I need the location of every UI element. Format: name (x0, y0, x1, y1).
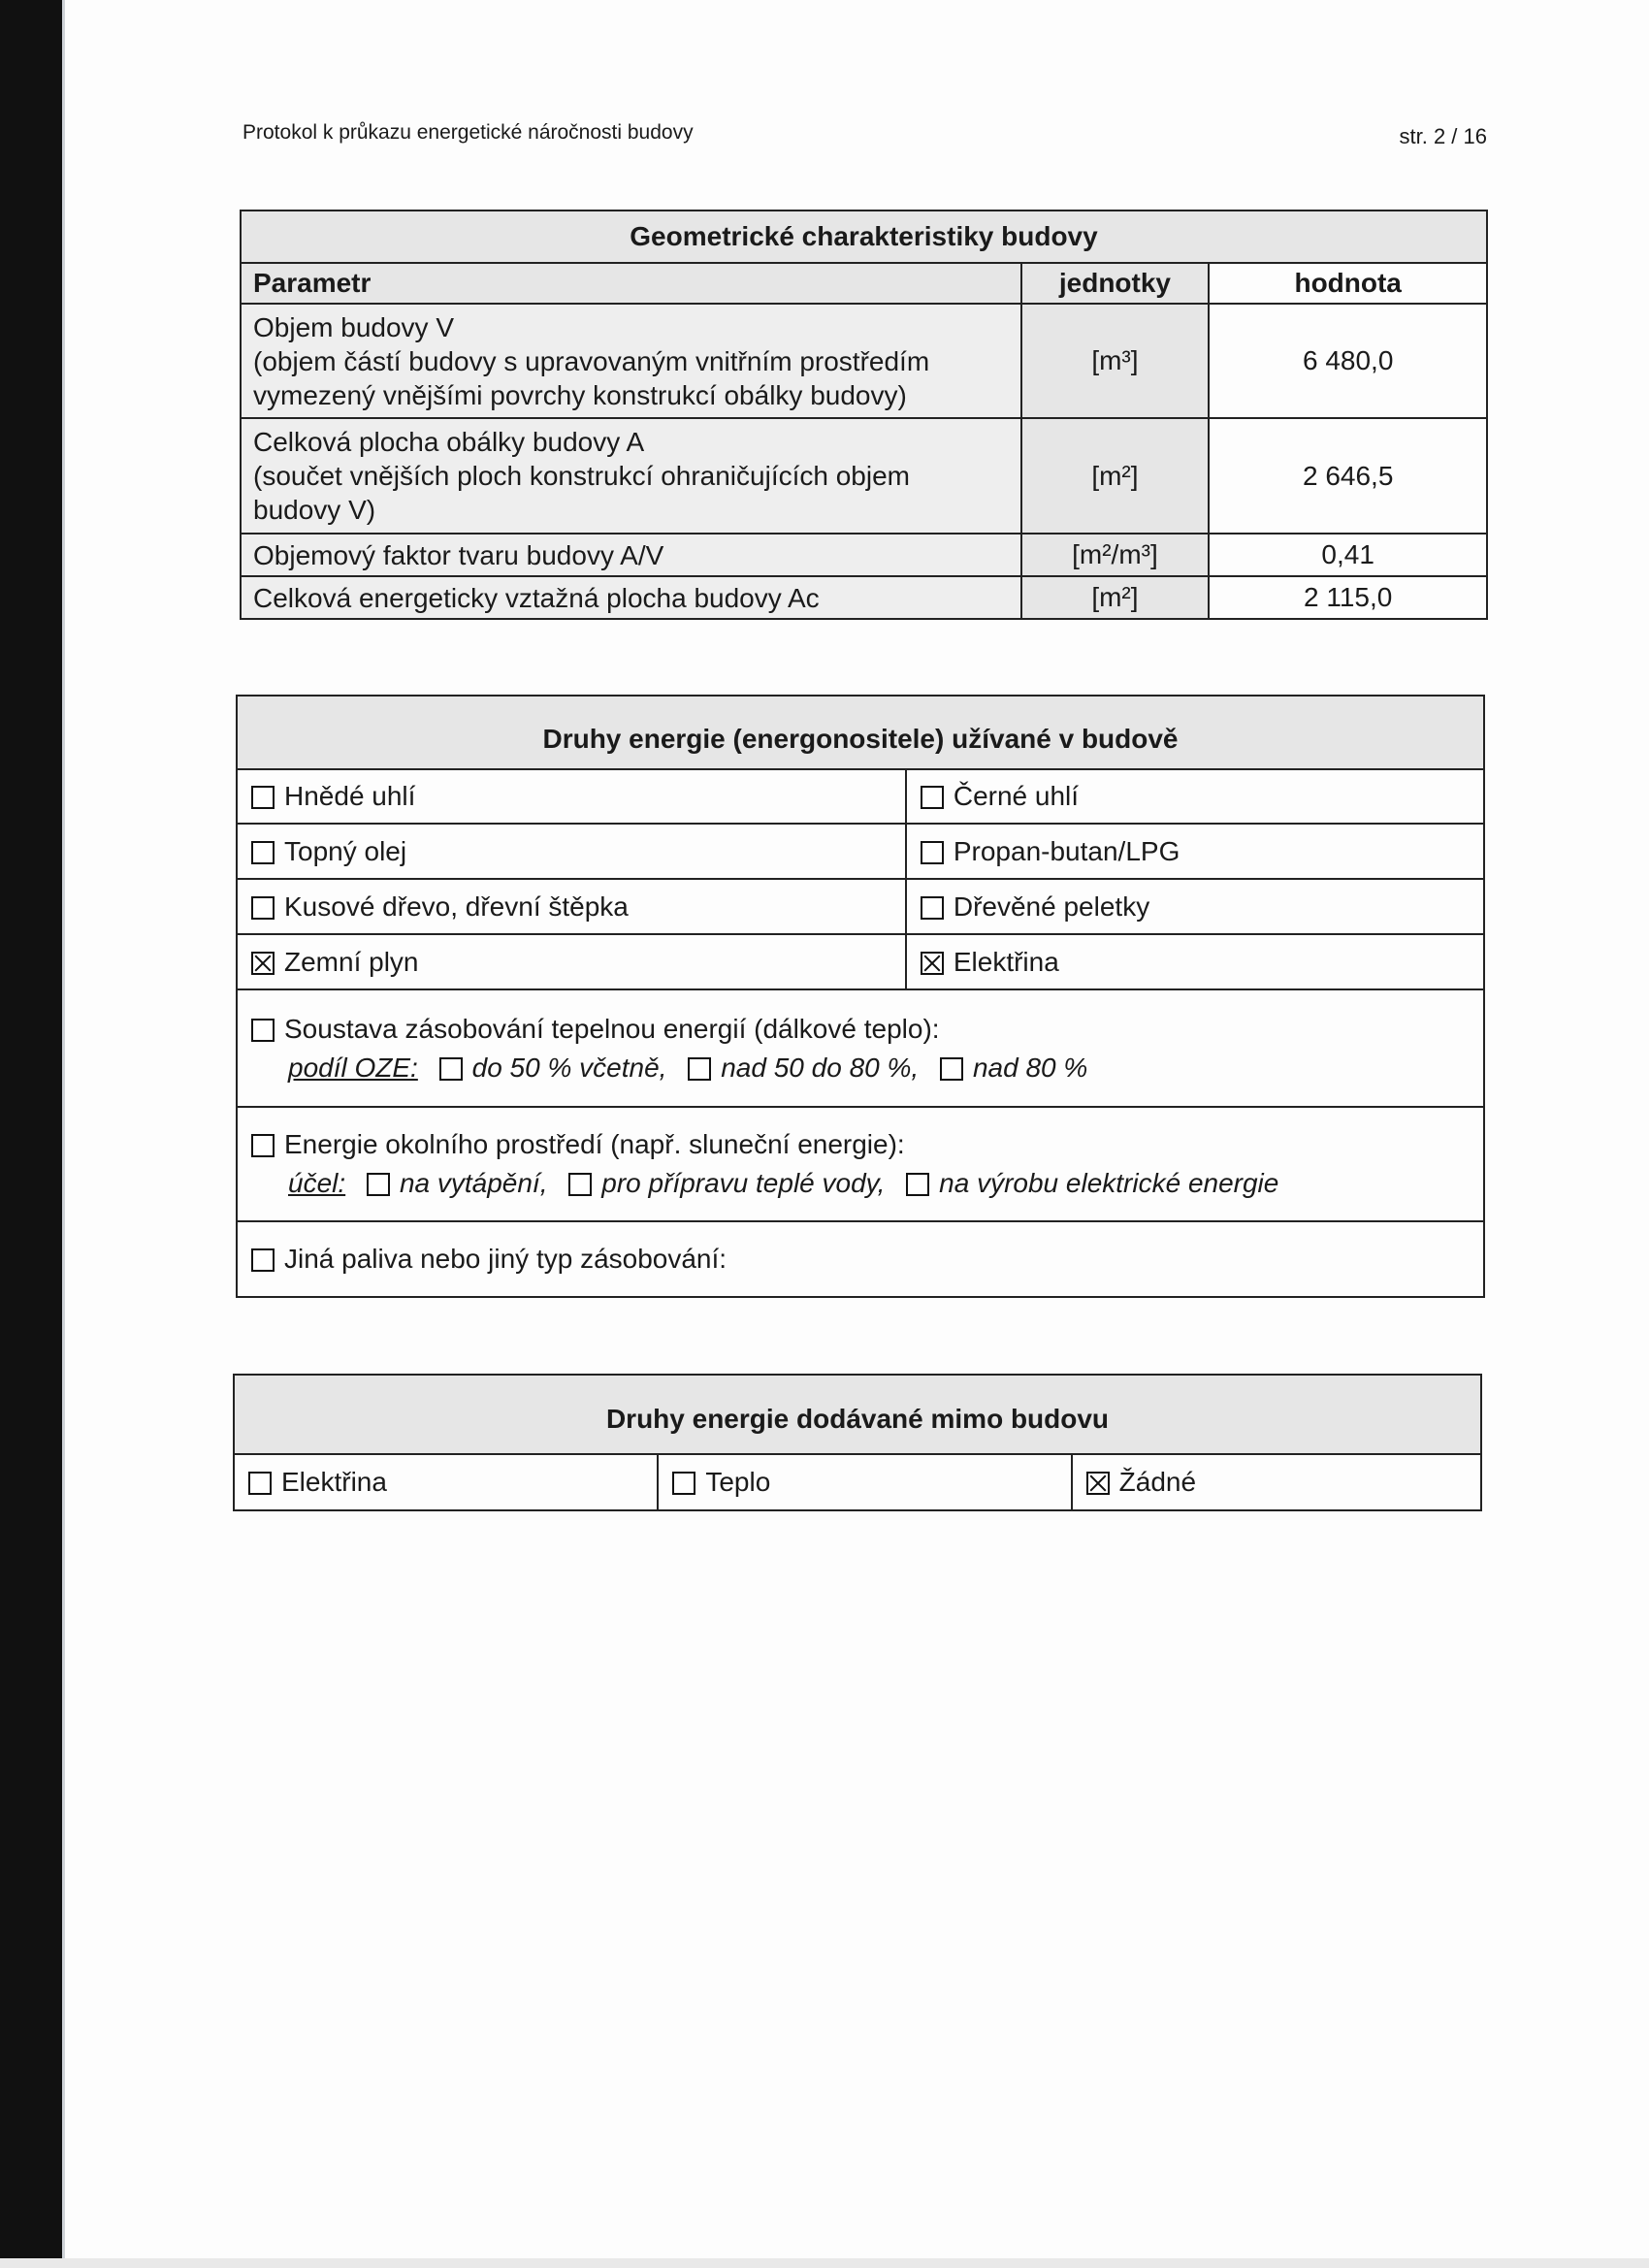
district-heating-line (251, 1010, 1470, 1049)
param-cell (241, 534, 1021, 576)
checkbox[interactable] (439, 1057, 463, 1081)
oze-option: nad 50 do 80 %, (721, 1052, 920, 1083)
unit-cell: [m²/m³] (1021, 534, 1210, 576)
checkbox[interactable] (251, 1019, 275, 1042)
checkbox[interactable] (251, 841, 275, 864)
param-cell (241, 418, 1021, 534)
other-fuel-label: Jiná paliva nebo jiný typ zásobování: (284, 1244, 728, 1274)
checkbox[interactable] (251, 786, 275, 809)
purpose-line (251, 1164, 1470, 1203)
value-cell: 6 480,0 (1209, 304, 1487, 418)
checkbox[interactable] (248, 1472, 272, 1495)
checkbox[interactable] (921, 841, 944, 864)
param-line: vymezený vnějšími povrchy konstrukcí obálky budovy) (253, 379, 907, 410)
option-label: Elektřina (953, 946, 1059, 977)
energy-used-title: Druhy energie (energonositele) užívané v budově (237, 696, 1484, 769)
option-label: Zemní plyn (284, 946, 419, 977)
energy-supplied-table (233, 1374, 1482, 1511)
other-fuel-row (237, 1221, 1484, 1297)
energy-used-table (236, 695, 1485, 1298)
oze-option: do 50 % včetně, (471, 1052, 667, 1083)
supplied-teplo[interactable] (658, 1454, 1071, 1510)
checkbox[interactable] (906, 1173, 929, 1196)
option-kusove-drevo[interactable] (237, 879, 906, 934)
supplied-elektrina[interactable] (234, 1454, 658, 1510)
purpose-option: na výrobu elektrické energie (939, 1168, 1279, 1198)
table-row (241, 576, 1487, 619)
purpose-option: pro přípravu teplé vody, (601, 1168, 886, 1198)
checkbox-checked[interactable] (1086, 1472, 1110, 1495)
oze-share-line (251, 1049, 1470, 1087)
supplied-zadne[interactable] (1072, 1454, 1481, 1510)
unit-cell: [m²] (1021, 418, 1210, 534)
table-row (241, 304, 1487, 418)
header-hodnota: hodnota (1209, 263, 1487, 304)
option-label: Kusové dřevo, dřevní štěpka (284, 891, 629, 922)
option-topny-olej[interactable] (237, 824, 906, 879)
purpose-label: účel: (288, 1168, 346, 1198)
value-cell: 0,41 (1209, 534, 1487, 576)
option-label: Propan-butan/LPG (953, 835, 1180, 866)
param-line: budovy V) (253, 495, 376, 525)
option-elektrina[interactable] (906, 934, 1484, 989)
geometry-title: Geometrické charakteristiky budovy (241, 211, 1487, 263)
param-cell (241, 304, 1021, 418)
param-line: Objem budovy V (253, 311, 454, 342)
header-parametr: Parametr (241, 263, 1021, 304)
option-drevene-peletky[interactable] (906, 879, 1484, 934)
checkbox[interactable] (251, 1134, 275, 1157)
page-number: str. 2 / 16 (1399, 124, 1487, 148)
option-label: Žádné (1118, 1467, 1197, 1497)
checkbox-checked[interactable] (251, 952, 275, 975)
geometry-table (240, 210, 1488, 620)
oze-share-label: podíl OZE: (288, 1052, 418, 1083)
param-line: (objem částí budovy s upravovaným vnitřním prostředím (253, 345, 930, 376)
ambient-energy-line (251, 1125, 1470, 1164)
option-cerne-uhli[interactable] (906, 769, 1484, 824)
ambient-energy-label: Energie okolního prostředí (např. sluneční energie): (284, 1129, 905, 1159)
param-line: Celková energeticky vztažná plocha budovy Ac (253, 582, 820, 613)
checkbox[interactable] (921, 786, 944, 809)
option-label: Elektřina (281, 1467, 387, 1497)
option-label: Topný olej (284, 835, 407, 866)
oze-option: nad 80 % (972, 1052, 1088, 1083)
scan-left-border (0, 0, 62, 2268)
district-heating-row (237, 989, 1484, 1107)
district-heating-label: Soustava zásobování tepelnou energií (dálkové teplo): (284, 1013, 940, 1044)
checkbox[interactable] (940, 1057, 963, 1081)
unit-cell: [m²] (1021, 576, 1210, 619)
option-zemni-plyn[interactable] (237, 934, 906, 989)
value-cell: 2 115,0 (1209, 576, 1487, 619)
param-line: Objemový faktor tvaru budovy A/V (253, 539, 664, 570)
scan-paper-edge (62, 0, 65, 2268)
purpose-option: na vytápění, (399, 1168, 548, 1198)
checkbox-checked[interactable] (921, 952, 944, 975)
table-row (241, 534, 1487, 576)
checkbox[interactable] (568, 1173, 592, 1196)
option-label: Hnědé uhlí (284, 781, 416, 811)
option-hnede-uhli[interactable] (237, 769, 906, 824)
energy-supplied-title: Druhy energie dodávané mimo budovu (234, 1375, 1481, 1454)
option-label: Teplo (705, 1467, 771, 1497)
param-line: Celková plocha obálky budovy A (253, 427, 645, 457)
checkbox[interactable] (672, 1472, 695, 1495)
param-line: (součet vnějších ploch konstrukcí ohraničujících objem (253, 461, 910, 491)
option-label: Černé uhlí (953, 781, 1080, 811)
option-label: Dřevěné peletky (953, 891, 1150, 922)
header-jednotky: jednotky (1021, 263, 1210, 304)
value-cell: 2 646,5 (1209, 418, 1487, 534)
ambient-energy-row (237, 1107, 1484, 1221)
unit-cell: [m³] (1021, 304, 1210, 418)
option-propan-butan[interactable] (906, 824, 1484, 879)
document-title: Protokol k průkazu energetické náročnosti budovy (242, 121, 694, 144)
param-cell (241, 576, 1021, 619)
checkbox[interactable] (921, 896, 944, 920)
checkbox[interactable] (251, 896, 275, 920)
checkbox[interactable] (688, 1057, 711, 1081)
scan-bottom-border (0, 2258, 1649, 2268)
checkbox[interactable] (367, 1173, 390, 1196)
table-row (241, 418, 1487, 534)
checkbox[interactable] (251, 1248, 275, 1272)
